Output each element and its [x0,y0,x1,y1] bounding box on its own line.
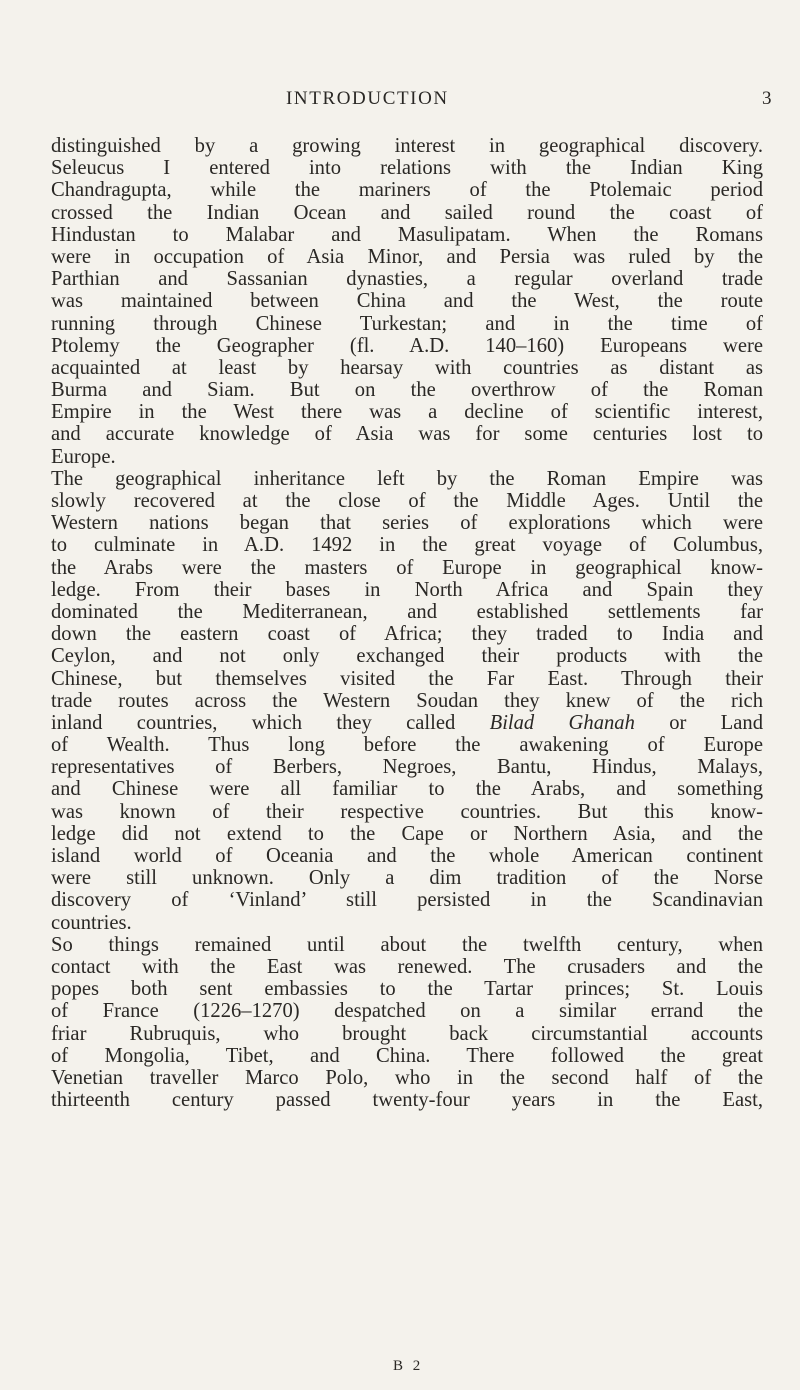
text-line: and accurate knowledge of Asia was for some centuries lost to [51,423,763,446]
text-line: was maintained between China and the West, the route [51,290,763,313]
text-line: of Wealth. Thus long before the awakening of Europe [51,734,763,757]
text-line: were in occupation of Asia Minor, and Persia was ruled by the [51,245,763,268]
italic-phrase: Bilad Ghanah [489,711,635,734]
page-number: 3 [762,88,772,109]
body-text [51,135,763,1111]
text-line: were still unknown. Only a dim tradition of the Norse [51,867,763,890]
text-line: of Mongolia, Tibet, and China. There followed the great [51,1044,763,1067]
text-line: thirteenth century passed twenty-four years in the East, [51,1089,763,1112]
signature-mark: B 2 [393,1358,424,1374]
text-line: Seleucus I entered into relations with the Indian King [51,157,763,180]
running-title: INTRODUCTION [286,88,449,109]
text-line: down the eastern coast of Africa; they traded to India and [51,623,763,646]
text-line: and Chinese were all familiar to the Arabs, and something [51,778,763,801]
text-line: friar Rubruquis, who brought back circumstantial accounts [51,1022,763,1045]
text-line: Venetian traveller Marco Polo, who in the second half of the [51,1066,763,1089]
text-line: Chandragupta, while the mariners of the Ptolemaic period [51,179,763,202]
text-line: Empire in the West there was a decline of scientific interest, [51,401,763,424]
text-line: dominated the Mediterranean, and established settlements far [51,600,763,623]
text-line: contact with the East was renewed. The crusaders and the [51,955,763,978]
text-line: Burma and Siam. But on the overthrow of the Roman [51,379,763,402]
running-head [0,84,800,114]
text-line: So things remained until about the twelfth century, when [51,933,763,956]
text-line: countries. [51,911,132,934]
text-line: Western nations began that series of explorations which were [51,512,763,535]
text-line: running through Chinese Turkestan; and in the time of [51,312,763,335]
text-line: Ptolemy the Geographer (fl. A.D. 140–160) Europeans were [51,334,763,357]
text-line: acquainted at least by hearsay with countries as distant as [51,356,763,379]
text-line: Chinese, but themselves visited the Far East. Through their [51,667,763,690]
text-line: trade routes across the Western Soudan they knew of the rich [51,689,763,712]
text-line: ledge. From their bases in North Africa and Spain they [51,578,763,601]
text-line: to culminate in A.D. 1492 in the great voyage of Columbus, [51,534,763,557]
text-line: of France (1226–1270) despatched on a similar errand the [51,1000,763,1023]
text-line: Ceylon, and not only exchanged their products with the [51,645,763,668]
text-line: ledge did not extend to the Cape or Northern Asia, and the [51,822,763,845]
text-line: representatives of Berbers, Negroes, Bantu, Hindus, Malays, [51,756,763,779]
text-line: island world of Oceania and the whole American continent [51,845,763,867]
text-line: Parthian and Sassanian dynasties, a regular overland trade [51,268,763,291]
text-line: discovery of ‘Vinland’ still persisted in the Scandinavian [51,889,763,912]
text-line: the Arabs were the masters of Europe in geographical know- [51,556,763,579]
text-line: popes both sent embassies to the Tartar princes; St. Louis [51,978,763,1001]
text-line: crossed the Indian Ocean and sailed round the coast of [51,201,763,224]
text-line: Europe. [51,445,116,468]
text-line: The geographical inheritance left by the Roman Empire was [51,467,763,490]
text-line: distinguished by a growing interest in geographical discovery. [51,135,763,157]
text-line: inland countries, which they called Bilad Ghanah or Land [51,711,763,734]
text-line: was known of their respective countries. But this know- [51,800,763,823]
text-line: Hindustan to Malabar and Masulipatam. When the Romans [51,223,763,246]
text-line: slowly recovered at the close of the Middle Ages. Until the [51,490,763,512]
